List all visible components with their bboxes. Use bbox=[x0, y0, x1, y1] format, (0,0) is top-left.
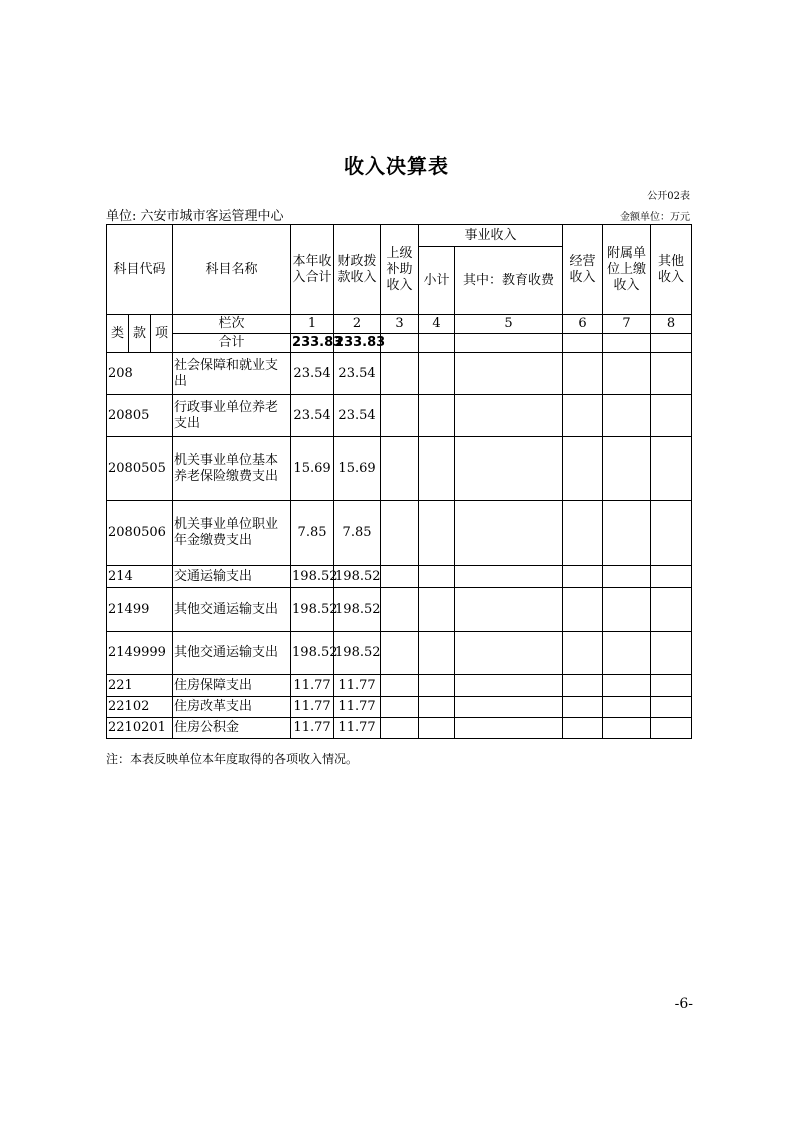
row-fiscal: 7.85 bbox=[334, 501, 381, 566]
table-row bbox=[107, 675, 692, 697]
total-row bbox=[107, 334, 692, 353]
row-fiscal: 15.69 bbox=[334, 437, 381, 501]
row-code: 22102 bbox=[107, 697, 173, 718]
row-name: 住房保障支出 bbox=[173, 675, 291, 697]
col-num-1: 1 bbox=[291, 315, 334, 334]
col-num-8: 8 bbox=[651, 315, 692, 334]
row-code: 2080505 bbox=[107, 437, 173, 501]
header-name: 科目名称 bbox=[173, 225, 291, 315]
table-row bbox=[107, 588, 692, 632]
row-code: 2210201 bbox=[107, 718, 173, 739]
row-total: 23.54 bbox=[291, 395, 334, 437]
header-business: 经营收入 bbox=[563, 225, 603, 315]
row-code: 2080506 bbox=[107, 501, 173, 566]
table-row bbox=[107, 697, 692, 718]
header-fiscal: 财政拨款收入 bbox=[334, 225, 381, 315]
table-row bbox=[107, 437, 692, 501]
amount-unit: 金额单位：万元 bbox=[620, 212, 690, 223]
row-total: 11.77 bbox=[291, 675, 334, 697]
row-name: 机关事业单位基本养老保险缴费支出 bbox=[173, 437, 291, 501]
col-num-5: 5 bbox=[455, 315, 563, 334]
page-number: -6- bbox=[674, 996, 693, 1012]
header-other: 其他收入 bbox=[651, 225, 692, 315]
table-note: 注：本表反映单位本年度取得的各项收入情况。 bbox=[106, 752, 359, 766]
total-income-value: 233.83 bbox=[291, 334, 334, 353]
total-fiscal-value: 233.83 bbox=[334, 334, 381, 353]
row-total: 11.77 bbox=[291, 697, 334, 718]
header-lanci: 栏次 bbox=[173, 315, 291, 334]
table-row bbox=[107, 566, 692, 588]
table-row bbox=[107, 718, 692, 739]
table-row bbox=[107, 632, 692, 675]
row-total: 198.52 bbox=[291, 632, 334, 675]
row-code: 2149999 bbox=[107, 632, 173, 675]
row-total: 198.52 bbox=[291, 566, 334, 588]
header-affiliated: 附属单位上缴收入 bbox=[603, 225, 651, 315]
header-lei: 类 bbox=[107, 315, 129, 353]
table-row bbox=[107, 395, 692, 437]
row-fiscal: 198.52 bbox=[334, 632, 381, 675]
row-name: 行政事业单位养老支出 bbox=[173, 395, 291, 437]
row-total: 7.85 bbox=[291, 501, 334, 566]
col-num-3: 3 bbox=[381, 315, 419, 334]
reporting-unit: 单位: 六安市城市客运管理中心 bbox=[106, 209, 284, 224]
income-table bbox=[106, 224, 692, 739]
row-code: 20805 bbox=[107, 395, 173, 437]
row-fiscal: 198.52 bbox=[334, 566, 381, 588]
header-row-1 bbox=[107, 225, 692, 247]
row-fiscal: 23.54 bbox=[334, 353, 381, 395]
row-total: 198.52 bbox=[291, 588, 334, 632]
header-edu: 其中：教育收费 bbox=[455, 247, 563, 315]
row-fiscal: 198.52 bbox=[334, 588, 381, 632]
header-upper: 上级补助收入 bbox=[381, 225, 419, 315]
header-kuan: 款 bbox=[129, 315, 151, 353]
row-total: 11.77 bbox=[291, 718, 334, 739]
header-code: 科目代码 bbox=[107, 225, 173, 315]
table-row bbox=[107, 353, 692, 395]
row-code: 21499 bbox=[107, 588, 173, 632]
col-num-2: 2 bbox=[334, 315, 381, 334]
col-num-4: 4 bbox=[419, 315, 455, 334]
row-total: 15.69 bbox=[291, 437, 334, 501]
row-name: 社会保障和就业支出 bbox=[173, 353, 291, 395]
header-xiang: 项 bbox=[151, 315, 173, 353]
row-fiscal: 11.77 bbox=[334, 697, 381, 718]
row-name: 交通运输支出 bbox=[173, 566, 291, 588]
column-number-row bbox=[107, 315, 692, 334]
row-name: 住房公积金 bbox=[173, 718, 291, 739]
header-shiye: 事业收入 bbox=[419, 225, 563, 247]
table-row bbox=[107, 501, 692, 566]
row-name: 住房改革支出 bbox=[173, 697, 291, 718]
row-name: 机关事业单位职业年金缴费支出 bbox=[173, 501, 291, 566]
table-body bbox=[107, 225, 692, 739]
col-num-7: 7 bbox=[603, 315, 651, 334]
col-num-6: 6 bbox=[563, 315, 603, 334]
row-name: 其他交通运输支出 bbox=[173, 632, 291, 675]
row-code: 208 bbox=[107, 353, 173, 395]
row-fiscal: 11.77 bbox=[334, 675, 381, 697]
page-title: 收入决算表 bbox=[344, 154, 449, 178]
row-name: 其他交通运输支出 bbox=[173, 588, 291, 632]
row-total: 23.54 bbox=[291, 353, 334, 395]
total-label: 合计 bbox=[173, 334, 291, 353]
row-fiscal: 23.54 bbox=[334, 395, 381, 437]
row-fiscal: 11.77 bbox=[334, 718, 381, 739]
row-code: 221 bbox=[107, 675, 173, 697]
row-code: 214 bbox=[107, 566, 173, 588]
header-total: 本年收入合计 bbox=[291, 225, 334, 315]
form-code: 公开02表 bbox=[647, 191, 690, 202]
header-subtotal: 小计 bbox=[419, 247, 455, 315]
